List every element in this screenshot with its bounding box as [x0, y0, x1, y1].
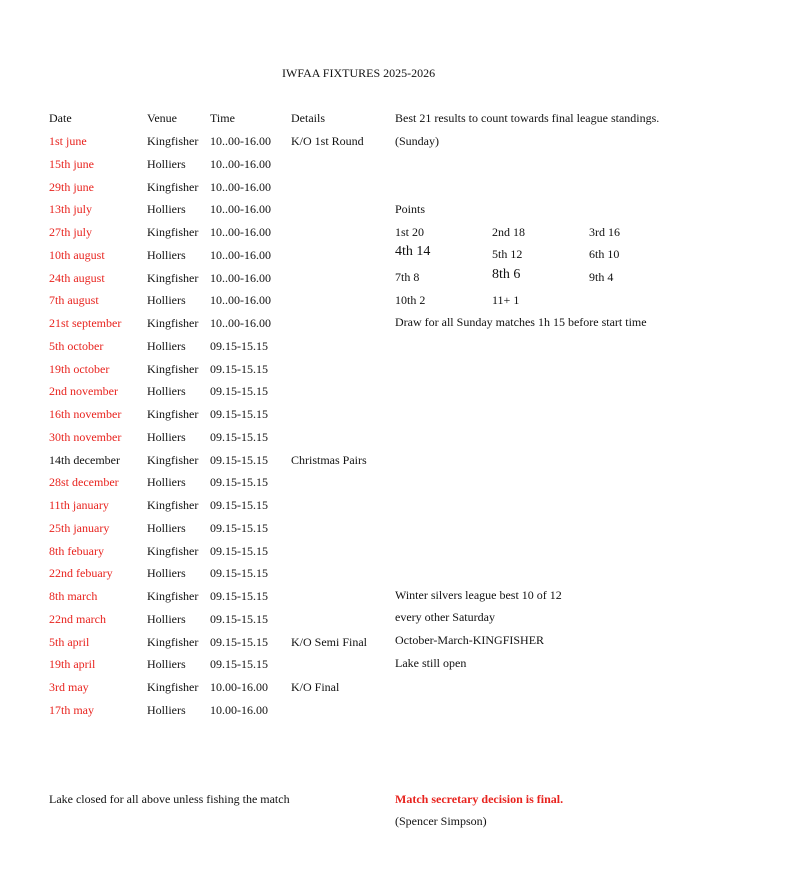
- sunday-note: (Sunday): [395, 134, 439, 148]
- points-entry: 5th 12: [492, 247, 523, 261]
- fixture-venue: Holliers: [147, 521, 186, 535]
- fixture-venue: Holliers: [147, 430, 186, 444]
- fixture-venue: Holliers: [147, 384, 186, 398]
- fixture-time: 10.00-16.00: [210, 680, 268, 694]
- points-entry: 9th 4: [589, 270, 614, 284]
- fixture-venue: Holliers: [147, 293, 186, 307]
- points-entry: 4th 14: [395, 244, 431, 259]
- fixture-details: Christmas Pairs: [291, 453, 367, 467]
- header-venue: Venue: [147, 111, 177, 125]
- lake-closed-note: Lake closed for all above unless fishing the match: [49, 792, 290, 806]
- points-entry: 11+ 1: [492, 293, 520, 307]
- fixture-venue: Kingfisher: [147, 134, 199, 148]
- fixture-venue: Kingfisher: [147, 589, 199, 603]
- points-label: Points: [395, 202, 426, 216]
- fixture-time: 09.15-15.15: [210, 657, 268, 671]
- header-date: Date: [49, 111, 72, 125]
- fixture-time: 10..00-16.00: [210, 157, 271, 171]
- winter-note-2: every other Saturday: [395, 610, 495, 624]
- fixture-date: 25th january: [49, 521, 110, 535]
- secretary-name: (Spencer Simpson): [395, 814, 487, 828]
- fixture-venue: Holliers: [147, 612, 186, 626]
- fixture-venue: Kingfisher: [147, 680, 199, 694]
- fixture-date: 5th october: [49, 339, 104, 353]
- fixture-date: 19th april: [49, 657, 96, 671]
- fixture-venue: Kingfisher: [147, 544, 199, 558]
- fixture-venue: Holliers: [147, 202, 186, 216]
- points-entry: 3rd 16: [589, 225, 620, 239]
- fixture-time: 09.15-15.15: [210, 430, 268, 444]
- points-entry: 2nd 18: [492, 225, 525, 239]
- fixture-time: 09.15-15.15: [210, 612, 268, 626]
- header-details: Details: [291, 111, 325, 125]
- fixture-time: 09.15-15.15: [210, 498, 268, 512]
- fixture-venue: Kingfisher: [147, 180, 199, 194]
- fixture-time: 10..00-16.00: [210, 180, 271, 194]
- points-entry: 10th 2: [395, 293, 426, 307]
- draw-note: Draw for all Sunday matches 1h 15 before start time: [395, 315, 647, 329]
- secretary-note: Match secretary decision is final.: [395, 792, 564, 806]
- fixture-venue: Kingfisher: [147, 362, 199, 376]
- fixture-time: 10.00-16.00: [210, 703, 268, 717]
- fixture-date: 29th june: [49, 180, 94, 194]
- fixture-venue: Holliers: [147, 475, 186, 489]
- points-entry: 7th 8: [395, 270, 420, 284]
- fixture-time: 09.15-15.15: [210, 453, 268, 467]
- fixture-time: 10..00-16.00: [210, 134, 271, 148]
- fixture-date: 30th november: [49, 430, 122, 444]
- fixture-venue: Kingfisher: [147, 453, 199, 467]
- fixture-date: 21st september: [49, 316, 122, 330]
- fixture-date: 3rd may: [49, 680, 89, 694]
- fixture-venue: Kingfisher: [147, 225, 199, 239]
- fixture-time: 10..00-16.00: [210, 248, 271, 262]
- fixture-time: 09.15-15.15: [210, 339, 268, 353]
- fixture-date: 15th june: [49, 157, 94, 171]
- points-entry: 8th 6: [492, 267, 521, 282]
- fixture-time: 10..00-16.00: [210, 293, 271, 307]
- fixture-time: 09.15-15.15: [210, 635, 268, 649]
- fixture-date: 1st june: [49, 134, 87, 148]
- fixture-details: K/O 1st Round: [291, 134, 364, 148]
- fixture-date: 8th march: [49, 589, 98, 603]
- page-title: IWFAA FIXTURES 2025-2026: [282, 66, 436, 80]
- fixture-date: 10th august: [49, 248, 105, 262]
- fixture-date: 22nd march: [49, 612, 106, 626]
- fixture-date: 13th july: [49, 202, 93, 216]
- fixture-details: K/O Semi Final: [291, 635, 368, 649]
- fixture-venue: Kingfisher: [147, 498, 199, 512]
- fixture-date: 24th august: [49, 271, 105, 285]
- points-entry: 1st 20: [395, 225, 425, 239]
- best-results-note: Best 21 results to count towards final league standings.: [395, 111, 660, 125]
- points-entry: 6th 10: [589, 247, 620, 261]
- fixture-venue: Holliers: [147, 703, 186, 717]
- fixture-date: 28st december: [49, 475, 119, 489]
- fixture-venue: Holliers: [147, 248, 186, 262]
- fixture-time: 09.15-15.15: [210, 544, 268, 558]
- fixture-date: 5th april: [49, 635, 90, 649]
- header-time: Time: [210, 111, 235, 125]
- fixture-date: 27th july: [49, 225, 93, 239]
- winter-note-3: October-March-KINGFISHER: [395, 633, 545, 647]
- fixture-time: 09.15-15.15: [210, 407, 268, 421]
- fixture-date: 2nd november: [49, 384, 118, 398]
- fixture-date: 8th febuary: [49, 544, 104, 558]
- fixture-time: 09.15-15.15: [210, 566, 268, 580]
- fixture-time: 10..00-16.00: [210, 225, 271, 239]
- fixture-time: 09.15-15.15: [210, 384, 268, 398]
- fixture-date: 19th october: [49, 362, 110, 376]
- fixture-time: 09.15-15.15: [210, 589, 268, 603]
- fixture-date: 17th may: [49, 703, 94, 717]
- fixture-venue: Kingfisher: [147, 316, 199, 330]
- fixture-date: 7th august: [49, 293, 99, 307]
- fixture-time: 10..00-16.00: [210, 202, 271, 216]
- fixture-venue: Kingfisher: [147, 635, 199, 649]
- fixture-venue: Holliers: [147, 566, 186, 580]
- fixture-date: 16th november: [49, 407, 122, 421]
- fixture-time: 09.15-15.15: [210, 475, 268, 489]
- fixture-venue: Kingfisher: [147, 407, 199, 421]
- fixture-venue: Holliers: [147, 657, 186, 671]
- fixture-time: 10..00-16.00: [210, 316, 271, 330]
- fixture-venue: Holliers: [147, 339, 186, 353]
- fixture-time: 09.15-15.15: [210, 521, 268, 535]
- fixture-venue: Kingfisher: [147, 271, 199, 285]
- fixture-time: 09.15-15.15: [210, 362, 268, 376]
- winter-note-4: Lake still open: [395, 656, 467, 670]
- fixture-details: K/O Final: [291, 680, 340, 694]
- fixture-time: 10..00-16.00: [210, 271, 271, 285]
- fixture-date: 14th december: [49, 453, 120, 467]
- fixture-date: 22nd febuary: [49, 566, 113, 580]
- fixture-venue: Holliers: [147, 157, 186, 171]
- fixture-date: 11th january: [49, 498, 109, 512]
- winter-note-1: Winter silvers league best 10 of 12: [395, 588, 562, 602]
